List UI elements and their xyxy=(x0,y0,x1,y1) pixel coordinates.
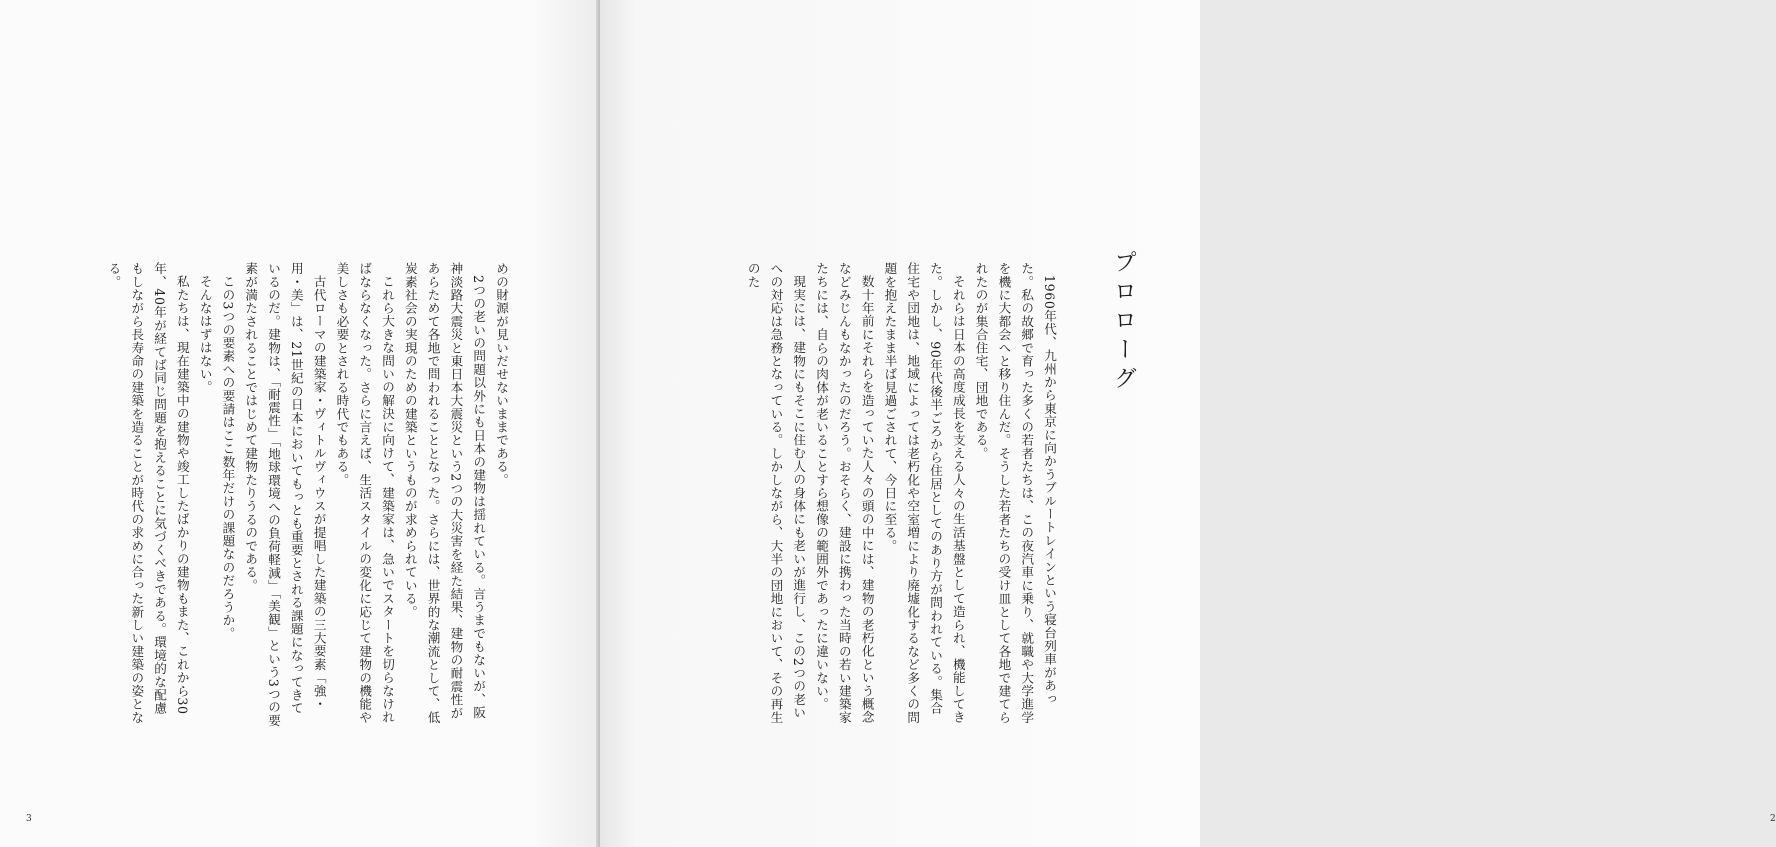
body-paragraph: 数十年前にそれらを造っていた人々の頭の中には、建物の老朽化という概念などみじんもなかったのだろう。おそらく、建設に携わった当時の若い建築家たちには、自らの肉体が老いることすら想像の範囲外であったに違いない。 xyxy=(814,262,875,724)
body-paragraph: この3つの要素への要請はここ数年だけの課題なのだろうか。 xyxy=(220,274,236,640)
body-paragraph: 私たちは、現在建築中の建物や竣工したばかりの建物もまた、これから30年、40年が経てば同じ問題を抱えることに気づくべきである。環境的な配慮もしながら長寿命の建築を造ることが時代の求めに合った新しい建築の姿となる。 xyxy=(106,262,190,724)
body-paragraph: 1960年代、九州から東京に向かうブルートレインという寝台列車があった。私の故郷で育った多くの若者たちは、この夜汽車に乗り、就職や大学進学を機に大都会へと移り住んだ。そうした若者たちの受け皿として各地で建てられたのが集合住宅、団地である。 xyxy=(973,262,1057,724)
left-page xyxy=(0,0,600,847)
chapter-title: プロローグ xyxy=(1110,250,1136,395)
left-page-body xyxy=(52,262,512,728)
body-paragraph: めの財源が見いだせないままである。 xyxy=(494,262,509,487)
body-paragraph: 現実には、建物にもそこに住む人の身体にも老いが進行し、この2つの老いへの対応は急務となっている。しかしながら、大半の団地において、その再生のた xyxy=(745,262,807,724)
body-paragraph: 2つの老いの問題以外にも日本の建物は揺れている。言うまでもないが、阪神淡路大震災と東日本大震災という2つの大災害を経た結果、建物の耐震性があらためて各地で問われることとなった。さらには、世界的な潮流として、低炭素社会の実現のための建築というものが求められている。 xyxy=(402,262,487,724)
body-paragraph: 古代ローマの建築家・ヴィトルヴィウスが提唱した建築の三大要素「強・用・美」は、21世紀の日本においてもっとも重要とされる課題になってきているのだ。建物は、「耐震性」「地球環境への負荷軽減」「美観」という3つの要素が満たされることではじめて建物たりうるのである。 xyxy=(243,262,327,727)
body-paragraph: それらは日本の高度成長を支える人々の生活基盤として造られ、機能してきた。しかし、90年代後半ごろから住居としてのあり方が問われている。集合住宅や団地は、地域によっては老朽化や空室増により廃墟化するなど多くの問題を抱えたまま半ば見過ごされて、今日に至る。 xyxy=(882,262,966,724)
right-page-body xyxy=(640,262,1060,728)
right-page xyxy=(600,0,1776,847)
body-paragraph: そんなはずはない。 xyxy=(197,274,213,394)
page-number: 2 xyxy=(1770,814,1776,824)
body-paragraph: これら大きな問いの解決に向けて、建築家は、急いでスタートを切らなければならなくなった。さらに言えば、生活スタイルの変化に応じて建物の機能や美しさも必要とされる時代でもある。 xyxy=(334,262,396,724)
page-number: 3 xyxy=(26,814,32,824)
